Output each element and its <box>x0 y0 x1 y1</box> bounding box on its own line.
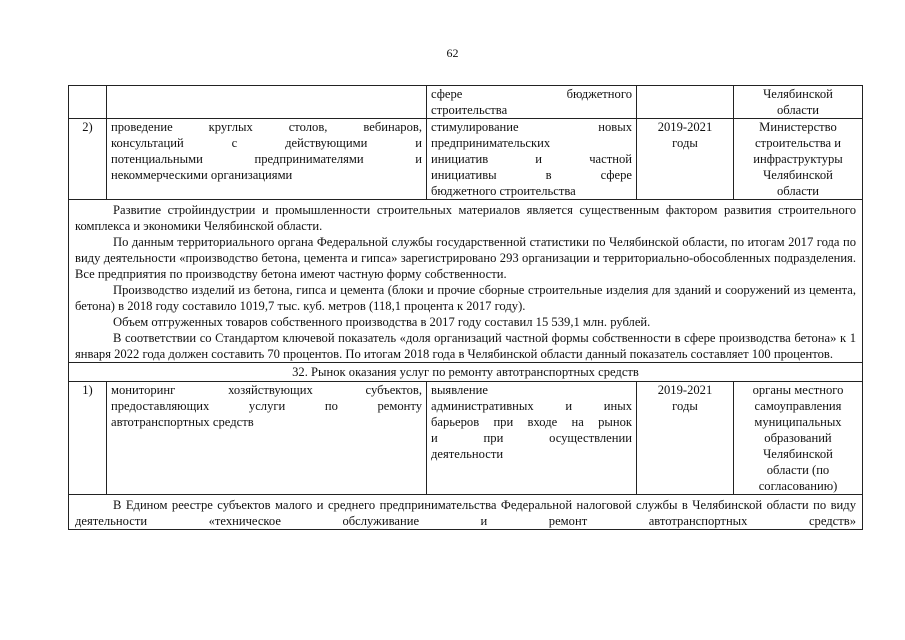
page-number: 62 <box>446 46 459 60</box>
row-1-period: 2019-2021 годы <box>637 382 734 495</box>
row-2-result: стимулирование новых предпринимательских инициатив и частной инициативы в сфере бюджетного строительства <box>427 119 637 200</box>
paragraph: В соответствии со Стандартом ключевой показатель «доля организаций частной формы собственности в сфере производства бетона» к 1 января 2022 года должен составить 70 процентов. По итогам 2018 года в Челябинской области данный показатель составляет 100 процентов. <box>75 331 856 361</box>
row-1-number: 1) <box>69 382 107 495</box>
section-title-row <box>69 363 863 382</box>
paragraph: Объем отгруженных товаров собственного производства в 2017 году составил 15 539,1 млн. рублей. <box>113 315 651 329</box>
section-title: 32. Рынок оказания услуг по ремонту автотранспортных средств <box>69 363 863 382</box>
row-1-measure: мониторинг хозяйствующих субъектов, предоставляющих услуги по ремонту автотранспортных средств <box>107 382 427 495</box>
paragraph: Развитие стройиндустрии и промышленности строительных материалов является существенным фактором развития строительного комплекса и экономики Челябинской области. <box>75 203 856 233</box>
row-2-number: 2) <box>69 119 107 200</box>
row-top-executor: Челябинской области <box>734 86 863 119</box>
text-block-car-repair <box>69 495 863 530</box>
row-2-period: 2019-2021 годы <box>637 119 734 200</box>
text-block-concrete <box>69 200 863 363</box>
row-2-executor: Министерство строительства и инфраструктуры Челябинской области <box>734 119 863 200</box>
paragraph: Производство изделий из бетона, гипса и цемента (блоки и прочие сборные строительные изделия для зданий и сооружений из цемента, бетона) в 2018 году составило 1019,7 тыс. куб. метров (118,1 процента к 2017 году). <box>75 283 856 313</box>
table-row-2 <box>69 119 863 200</box>
document-body <box>68 85 862 530</box>
row-2-measure: проведение круглых столов, вебинаров, консультаций с действующими и потенциальными предпринимателями и некоммерческими организациями <box>107 119 427 200</box>
text-block-row-last <box>69 495 863 530</box>
table-row-1 <box>69 382 863 495</box>
measures-table <box>68 85 863 530</box>
table-row-continued <box>69 86 863 119</box>
row-1-executor: органы местного самоуправления муниципальных образований Челябинской области (по согласованию) <box>734 382 863 495</box>
paragraph: В Едином реестре субъектов малого и среднего предпринимательства Федеральной налоговой службы в Челябинской области по виду деятельности «техническое обслуживание и ремонт автотранспортных средств» <box>75 498 856 528</box>
paragraph: По данным территориального органа Федеральной службы государственной статистики по Челябинской области, по итогам 2017 года по виду деятельности «производство бетона, цемента и гипса» зарегистрировано 293 организации и территориально-обособленных подразделения. Все предприятия по производству бетона имеют частную форму собственности. <box>75 235 856 281</box>
text-block-row <box>69 200 863 363</box>
row-top-result: сфере бюджетного строительства <box>427 86 637 119</box>
row-1-result: выявление административных и иных барьеров при входе на рынок и при осуществлении деятельности <box>427 382 637 495</box>
